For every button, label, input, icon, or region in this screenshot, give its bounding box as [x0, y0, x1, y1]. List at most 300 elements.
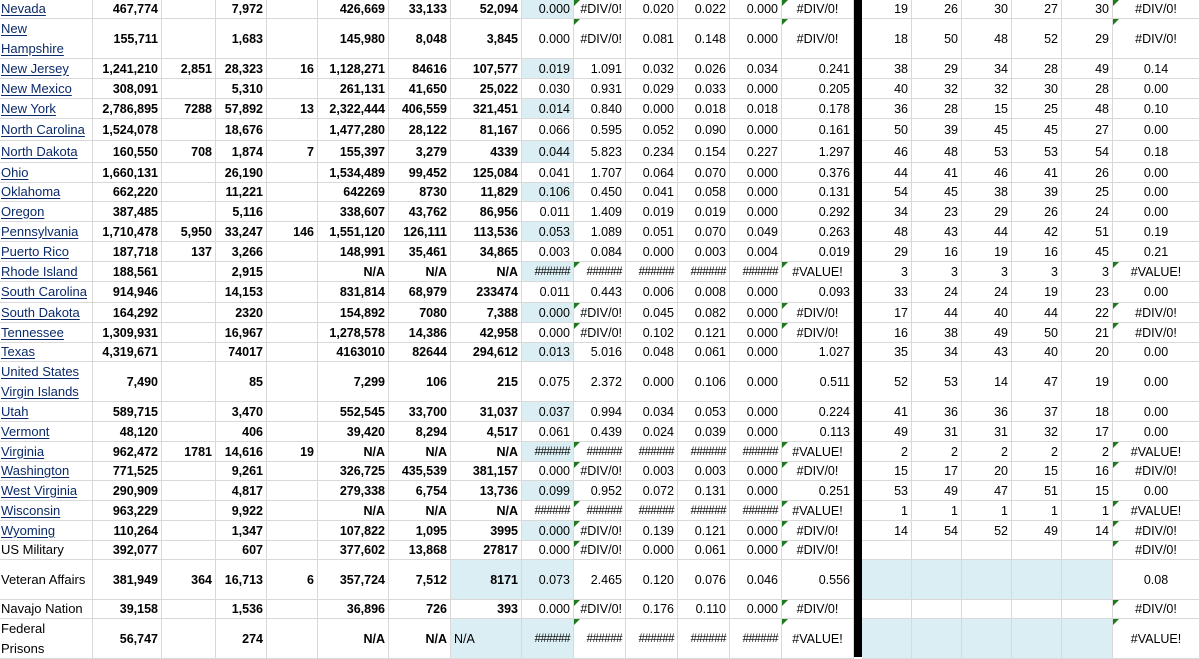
- cell[interactable]: 0.952: [574, 481, 626, 501]
- state-link[interactable]: Tennessee: [1, 324, 64, 340]
- cell[interactable]: 0.066: [522, 119, 574, 141]
- cell[interactable]: 3,279: [389, 141, 451, 163]
- cell[interactable]: 0.00: [1113, 343, 1200, 362]
- cell[interactable]: 0.450: [574, 183, 626, 202]
- cell[interactable]: 16: [862, 323, 912, 343]
- cell[interactable]: [962, 619, 1012, 659]
- cell[interactable]: 0.070: [678, 222, 730, 242]
- cell[interactable]: 16: [1012, 242, 1062, 262]
- cell[interactable]: ######: [730, 442, 782, 462]
- cell[interactable]: [912, 619, 962, 659]
- cell[interactable]: 52,094: [451, 0, 522, 19]
- cell[interactable]: 16: [267, 59, 318, 79]
- cell[interactable]: 125,084: [451, 163, 522, 183]
- cell[interactable]: ######: [522, 619, 574, 659]
- cell[interactable]: 20: [1062, 343, 1113, 362]
- state-link[interactable]: New Jersey: [1, 60, 69, 76]
- row-label-cell[interactable]: [0, 262, 93, 282]
- cell[interactable]: 50: [912, 19, 962, 59]
- cell[interactable]: 0.106: [522, 183, 574, 202]
- cell[interactable]: 377,602: [318, 541, 389, 560]
- cell[interactable]: 164,292: [93, 303, 162, 323]
- cell[interactable]: [162, 0, 216, 19]
- row-label-cell[interactable]: [0, 422, 93, 442]
- row-label-cell[interactable]: [0, 343, 93, 362]
- cell[interactable]: 1,241,210: [93, 59, 162, 79]
- cell[interactable]: 0.003: [522, 242, 574, 262]
- cell[interactable]: 49: [862, 422, 912, 442]
- cell[interactable]: 0.241: [782, 59, 854, 79]
- cell[interactable]: 82644: [389, 343, 451, 362]
- cell[interactable]: 0.110: [678, 600, 730, 619]
- cell[interactable]: 28: [912, 99, 962, 119]
- cell[interactable]: 0.000: [730, 19, 782, 59]
- cell[interactable]: 25: [1062, 183, 1113, 202]
- cell[interactable]: 43: [962, 343, 1012, 362]
- cell[interactable]: 8171: [451, 560, 522, 600]
- row-label-cell[interactable]: [0, 141, 93, 163]
- cell[interactable]: 28,122: [389, 119, 451, 141]
- cell[interactable]: 0.011: [522, 282, 574, 303]
- cell[interactable]: 32: [962, 79, 1012, 99]
- cell[interactable]: 0.000: [730, 541, 782, 560]
- cell[interactable]: 1,095: [389, 521, 451, 541]
- cell[interactable]: 0.000: [522, 0, 574, 19]
- cell[interactable]: 39,158: [93, 600, 162, 619]
- cell[interactable]: #DIV/0!: [782, 462, 854, 481]
- cell[interactable]: 27: [1062, 119, 1113, 141]
- cell[interactable]: #DIV/0!: [1113, 462, 1200, 481]
- cell[interactable]: 18: [862, 19, 912, 59]
- row-label-cell[interactable]: [0, 202, 93, 222]
- cell[interactable]: 0.106: [678, 362, 730, 402]
- cell[interactable]: 1,477,280: [318, 119, 389, 141]
- row-label-cell[interactable]: [0, 79, 93, 99]
- cell[interactable]: 0.00: [1113, 202, 1200, 222]
- cell[interactable]: [267, 0, 318, 19]
- cell[interactable]: 326,725: [318, 462, 389, 481]
- cell[interactable]: 53: [962, 141, 1012, 163]
- cell[interactable]: 0.000: [730, 282, 782, 303]
- row-label-cell[interactable]: [0, 59, 93, 79]
- cell[interactable]: 57,892: [216, 99, 267, 119]
- cell[interactable]: 1.027: [782, 343, 854, 362]
- cell[interactable]: 1,536: [216, 600, 267, 619]
- cell[interactable]: 0.076: [678, 560, 730, 600]
- cell[interactable]: 0.000: [730, 462, 782, 481]
- cell[interactable]: 0.014: [522, 99, 574, 119]
- cell[interactable]: 708: [162, 141, 216, 163]
- cell[interactable]: 0.032: [626, 59, 678, 79]
- cell[interactable]: 435,539: [389, 462, 451, 481]
- cell[interactable]: 4163010: [318, 343, 389, 362]
- cell[interactable]: 51: [1012, 481, 1062, 501]
- cell[interactable]: 44: [912, 303, 962, 323]
- cell[interactable]: 45: [1062, 242, 1113, 262]
- cell[interactable]: 34: [962, 59, 1012, 79]
- cell[interactable]: 0.039: [678, 422, 730, 442]
- cell[interactable]: #VALUE!: [782, 619, 854, 659]
- cell[interactable]: 0.053: [678, 402, 730, 422]
- cell[interactable]: 0.024: [626, 422, 678, 442]
- cell[interactable]: #VALUE!: [1113, 442, 1200, 462]
- cell[interactable]: 18: [1062, 402, 1113, 422]
- cell[interactable]: 126,111: [389, 222, 451, 242]
- cell[interactable]: 44: [862, 163, 912, 183]
- cell[interactable]: #DIV/0!: [1113, 521, 1200, 541]
- row-label-cell[interactable]: [0, 521, 93, 541]
- cell[interactable]: 233474: [451, 282, 522, 303]
- cell[interactable]: 0.000: [730, 0, 782, 19]
- cell[interactable]: 7,299: [318, 362, 389, 402]
- cell[interactable]: 30: [1062, 0, 1113, 19]
- cell[interactable]: 26: [1012, 202, 1062, 222]
- cell[interactable]: 1,128,271: [318, 59, 389, 79]
- cell[interactable]: 0.000: [626, 99, 678, 119]
- cell[interactable]: 0.511: [782, 362, 854, 402]
- cell[interactable]: 24: [962, 282, 1012, 303]
- cell[interactable]: [912, 560, 962, 600]
- cell[interactable]: 0.595: [574, 119, 626, 141]
- cell[interactable]: 38: [862, 59, 912, 79]
- cell[interactable]: 11,829: [451, 183, 522, 202]
- cell[interactable]: 0.113: [782, 422, 854, 442]
- cell[interactable]: 962,472: [93, 442, 162, 462]
- cell[interactable]: 15: [862, 462, 912, 481]
- cell[interactable]: 3,470: [216, 402, 267, 422]
- row-label-cell[interactable]: [0, 99, 93, 119]
- cell[interactable]: 35: [862, 343, 912, 362]
- cell[interactable]: 26: [912, 0, 962, 19]
- cell[interactable]: 188,561: [93, 262, 162, 282]
- cell[interactable]: 771,525: [93, 462, 162, 481]
- cell[interactable]: N/A: [389, 501, 451, 521]
- cell[interactable]: 338,607: [318, 202, 389, 222]
- cell[interactable]: ######: [574, 619, 626, 659]
- row-label-cell[interactable]: [0, 119, 93, 141]
- cell[interactable]: #DIV/0!: [574, 600, 626, 619]
- cell[interactable]: 2: [1062, 442, 1113, 462]
- state-link[interactable]: Puerto Rico: [1, 243, 69, 259]
- cell[interactable]: 0.178: [782, 99, 854, 119]
- state-link[interactable]: Oklahoma: [1, 184, 61, 199]
- cell[interactable]: 5.823: [574, 141, 626, 163]
- cell[interactable]: 7080: [389, 303, 451, 323]
- cell[interactable]: 48: [912, 141, 962, 163]
- cell[interactable]: [267, 202, 318, 222]
- cell[interactable]: [1062, 541, 1113, 560]
- row-label-cell[interactable]: [0, 242, 93, 262]
- cell[interactable]: 589,715: [93, 402, 162, 422]
- cell[interactable]: [962, 600, 1012, 619]
- state-link[interactable]: Ohio: [1, 164, 29, 180]
- cell[interactable]: 215: [451, 362, 522, 402]
- cell[interactable]: 13,868: [389, 541, 451, 560]
- cell[interactable]: 24: [912, 282, 962, 303]
- cell[interactable]: 2.372: [574, 362, 626, 402]
- cell[interactable]: 0.14: [1113, 59, 1200, 79]
- cell[interactable]: 0.000: [730, 163, 782, 183]
- cell[interactable]: 23: [1062, 282, 1113, 303]
- cell[interactable]: #VALUE!: [782, 262, 854, 282]
- cell[interactable]: 426,669: [318, 0, 389, 19]
- cell[interactable]: 0.030: [522, 79, 574, 99]
- state-link[interactable]: South Carolina: [1, 284, 87, 299]
- cell[interactable]: [162, 343, 216, 362]
- cell[interactable]: 39: [912, 119, 962, 141]
- cell[interactable]: 3: [1012, 262, 1062, 282]
- cell[interactable]: #DIV/0!: [574, 323, 626, 343]
- row-label-cell[interactable]: [0, 362, 93, 402]
- cell[interactable]: [1012, 619, 1062, 659]
- cell[interactable]: [1012, 560, 1062, 600]
- cell[interactable]: 0.000: [522, 19, 574, 59]
- cell[interactable]: 26: [1062, 163, 1113, 183]
- cell[interactable]: 357,724: [318, 560, 389, 600]
- cell[interactable]: 1: [1012, 501, 1062, 521]
- cell[interactable]: [162, 303, 216, 323]
- cell[interactable]: ######: [626, 619, 678, 659]
- cell[interactable]: 1.091: [574, 59, 626, 79]
- cell[interactable]: 19: [1012, 282, 1062, 303]
- cell[interactable]: 1.707: [574, 163, 626, 183]
- cell[interactable]: ######: [730, 262, 782, 282]
- cell[interactable]: 3: [1062, 262, 1113, 282]
- cell[interactable]: 49: [962, 323, 1012, 343]
- cell[interactable]: 47: [1012, 362, 1062, 402]
- cell[interactable]: #DIV/0!: [782, 541, 854, 560]
- cell[interactable]: 0.234: [626, 141, 678, 163]
- cell[interactable]: 831,814: [318, 282, 389, 303]
- cell[interactable]: 26,190: [216, 163, 267, 183]
- cell[interactable]: 0.003: [678, 242, 730, 262]
- cell[interactable]: 17: [1062, 422, 1113, 442]
- cell[interactable]: 3: [912, 262, 962, 282]
- cell[interactable]: 39: [1012, 183, 1062, 202]
- row-label-cell[interactable]: [0, 442, 93, 462]
- cell[interactable]: 0.037: [522, 402, 574, 422]
- cell[interactable]: 364: [162, 560, 216, 600]
- cell[interactable]: 467,774: [93, 0, 162, 19]
- cell[interactable]: 41: [912, 163, 962, 183]
- cell[interactable]: 13: [267, 99, 318, 119]
- cell[interactable]: 19: [1062, 362, 1113, 402]
- cell[interactable]: [162, 422, 216, 442]
- cell[interactable]: 0.082: [678, 303, 730, 323]
- cell[interactable]: 45: [1012, 119, 1062, 141]
- cell[interactable]: 0.026: [678, 59, 730, 79]
- cell[interactable]: 1: [1062, 501, 1113, 521]
- cell[interactable]: 1,278,578: [318, 323, 389, 343]
- cell[interactable]: [162, 282, 216, 303]
- cell[interactable]: ######: [730, 619, 782, 659]
- cell[interactable]: [862, 619, 912, 659]
- cell[interactable]: 29: [1062, 19, 1113, 59]
- cell[interactable]: #DIV/0!: [1113, 303, 1200, 323]
- cell[interactable]: 0.081: [626, 19, 678, 59]
- cell[interactable]: 13,736: [451, 481, 522, 501]
- cell[interactable]: [267, 600, 318, 619]
- cell[interactable]: 0.033: [678, 79, 730, 99]
- cell[interactable]: 0.000: [730, 183, 782, 202]
- cell[interactable]: 0.376: [782, 163, 854, 183]
- cell[interactable]: 0.000: [730, 323, 782, 343]
- cell[interactable]: [162, 541, 216, 560]
- cell[interactable]: 0.000: [626, 541, 678, 560]
- cell[interactable]: 0.018: [678, 99, 730, 119]
- cell[interactable]: [267, 282, 318, 303]
- cell[interactable]: 48: [962, 19, 1012, 59]
- cell[interactable]: 33: [862, 282, 912, 303]
- cell[interactable]: 56,747: [93, 619, 162, 659]
- cell[interactable]: 1,710,478: [93, 222, 162, 242]
- state-link[interactable]: Oregon: [1, 203, 45, 219]
- cell[interactable]: 33,133: [389, 0, 451, 19]
- cell[interactable]: 0.052: [626, 119, 678, 141]
- cell[interactable]: 36: [912, 402, 962, 422]
- cell[interactable]: 51: [1062, 222, 1113, 242]
- cell[interactable]: 2.465: [574, 560, 626, 600]
- cell[interactable]: 8,294: [389, 422, 451, 442]
- cell[interactable]: 50: [1012, 323, 1062, 343]
- cell[interactable]: 0.00: [1113, 481, 1200, 501]
- cell[interactable]: #DIV/0!: [1113, 600, 1200, 619]
- cell[interactable]: 48: [862, 222, 912, 242]
- cell[interactable]: 0.000: [730, 362, 782, 402]
- cell[interactable]: ######: [626, 442, 678, 462]
- cell[interactable]: N/A: [318, 501, 389, 521]
- cell[interactable]: 1,551,120: [318, 222, 389, 242]
- cell[interactable]: 1,347: [216, 521, 267, 541]
- cell[interactable]: 0.000: [522, 600, 574, 619]
- cell[interactable]: 1.409: [574, 202, 626, 222]
- state-link[interactable]: Utah: [1, 403, 29, 419]
- cell[interactable]: [267, 541, 318, 560]
- cell[interactable]: #VALUE!: [1113, 262, 1200, 282]
- cell[interactable]: 0.034: [730, 59, 782, 79]
- cell[interactable]: 23: [912, 202, 962, 222]
- cell[interactable]: 30: [962, 0, 1012, 19]
- cell[interactable]: 1: [862, 501, 912, 521]
- cell[interactable]: 44: [1012, 303, 1062, 323]
- cell[interactable]: 0.000: [522, 462, 574, 481]
- cell[interactable]: 4,319,671: [93, 343, 162, 362]
- cell[interactable]: 45: [912, 183, 962, 202]
- cell[interactable]: 0.227: [730, 141, 782, 163]
- cell[interactable]: N/A: [451, 619, 522, 659]
- cell[interactable]: [162, 323, 216, 343]
- cell[interactable]: 17: [862, 303, 912, 323]
- cell[interactable]: 38: [912, 323, 962, 343]
- cell[interactable]: 42,958: [451, 323, 522, 343]
- cell[interactable]: 34: [862, 202, 912, 222]
- cell[interactable]: 48: [1062, 99, 1113, 119]
- cell[interactable]: 7: [267, 141, 318, 163]
- cell[interactable]: 74017: [216, 343, 267, 362]
- cell[interactable]: 32: [1012, 422, 1062, 442]
- state-link[interactable]: Wisconsin: [1, 502, 61, 518]
- cell[interactable]: [267, 402, 318, 422]
- cell[interactable]: 1.089: [574, 222, 626, 242]
- cell[interactable]: ######: [678, 619, 730, 659]
- cell[interactable]: [162, 619, 216, 659]
- cell[interactable]: 0.292: [782, 202, 854, 222]
- cell[interactable]: 0.000: [522, 541, 574, 560]
- cell[interactable]: 5,310: [216, 79, 267, 99]
- cell[interactable]: 279,338: [318, 481, 389, 501]
- cell[interactable]: [267, 303, 318, 323]
- cell[interactable]: 148,991: [318, 242, 389, 262]
- cell[interactable]: ######: [522, 442, 574, 462]
- cell[interactable]: 0.000: [522, 521, 574, 541]
- cell[interactable]: 1,524,078: [93, 119, 162, 141]
- cell[interactable]: 54: [862, 183, 912, 202]
- cell[interactable]: 914,946: [93, 282, 162, 303]
- cell[interactable]: 0.00: [1113, 422, 1200, 442]
- cell[interactable]: N/A: [451, 442, 522, 462]
- cell[interactable]: 406,559: [389, 99, 451, 119]
- cell[interactable]: 113,536: [451, 222, 522, 242]
- cell[interactable]: 0.019: [782, 242, 854, 262]
- cell[interactable]: N/A: [318, 262, 389, 282]
- cell[interactable]: 3: [962, 262, 1012, 282]
- cell[interactable]: 0.263: [782, 222, 854, 242]
- cell[interactable]: [162, 202, 216, 222]
- cell[interactable]: 0.154: [678, 141, 730, 163]
- cell[interactable]: [267, 619, 318, 659]
- cell[interactable]: 3995: [451, 521, 522, 541]
- cell[interactable]: ######: [626, 262, 678, 282]
- cell[interactable]: 0.000: [626, 362, 678, 402]
- cell[interactable]: 0.053: [522, 222, 574, 242]
- cell[interactable]: 392,077: [93, 541, 162, 560]
- cell[interactable]: 0.061: [678, 343, 730, 362]
- state-link[interactable]: Washington: [1, 463, 70, 478]
- cell[interactable]: 9,922: [216, 501, 267, 521]
- cell[interactable]: 187,718: [93, 242, 162, 262]
- cell[interactable]: [267, 343, 318, 362]
- cell[interactable]: 54: [912, 521, 962, 541]
- cell[interactable]: #DIV/0!: [782, 323, 854, 343]
- cell[interactable]: 27: [1012, 0, 1062, 19]
- cell[interactable]: 84616: [389, 59, 451, 79]
- cell[interactable]: 0.21: [1113, 242, 1200, 262]
- cell[interactable]: 14: [962, 362, 1012, 402]
- row-label-cell[interactable]: [0, 560, 93, 600]
- cell[interactable]: 1: [962, 501, 1012, 521]
- cell[interactable]: 155,397: [318, 141, 389, 163]
- cell[interactable]: 0.00: [1113, 402, 1200, 422]
- cell[interactable]: 0.073: [522, 560, 574, 600]
- cell[interactable]: 99,452: [389, 163, 451, 183]
- state-link[interactable]: Vermont: [1, 423, 50, 439]
- cell[interactable]: 8,048: [389, 19, 451, 59]
- cell[interactable]: 0.048: [626, 343, 678, 362]
- cell[interactable]: 642269: [318, 183, 389, 202]
- state-link[interactable]: New York: [1, 100, 56, 116]
- cell[interactable]: 406: [216, 422, 267, 442]
- state-link[interactable]: United States Virgin Islands: [1, 363, 80, 399]
- cell[interactable]: [162, 262, 216, 282]
- cell[interactable]: 46: [862, 141, 912, 163]
- cell[interactable]: 0.051: [626, 222, 678, 242]
- cell[interactable]: #DIV/0!: [574, 462, 626, 481]
- cell[interactable]: 25: [1012, 99, 1062, 119]
- cell[interactable]: 0.041: [626, 183, 678, 202]
- row-label-cell[interactable]: [0, 282, 93, 303]
- cell[interactable]: 49: [1062, 59, 1113, 79]
- cell[interactable]: 0.000: [730, 422, 782, 442]
